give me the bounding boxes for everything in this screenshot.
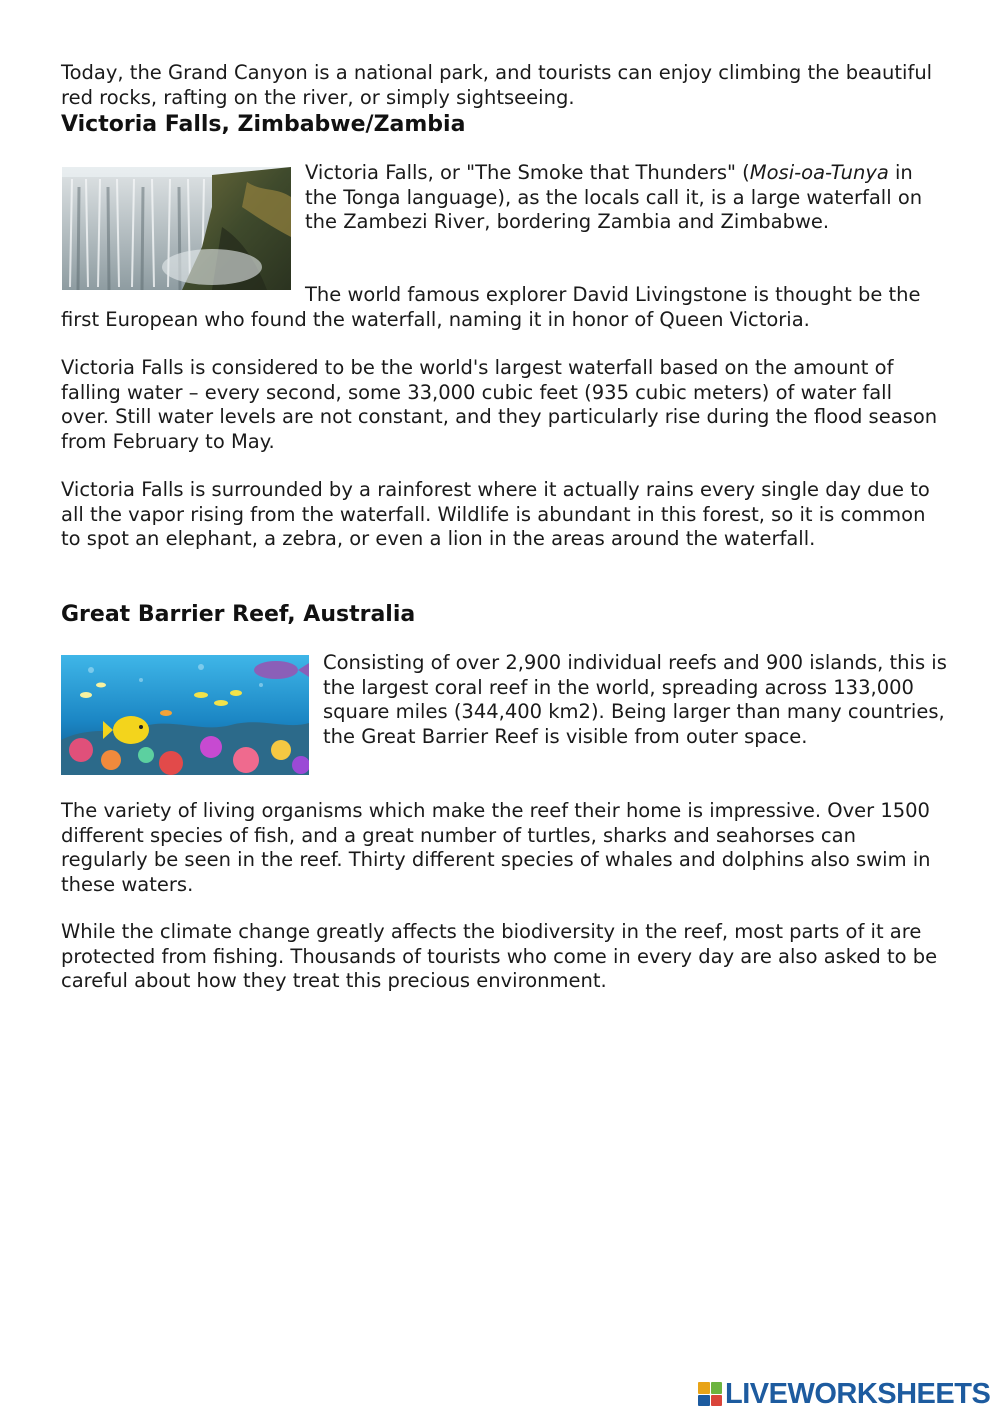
victoria-paragraph-livingstone: The world famous explorer David Livingstone is thought be the first European who found the waterfall, naming it in honor of Queen Victoria. [61,283,921,331]
victoria-p1-start: Victoria Falls, or "The Smoke that Thunders" ( [305,161,750,184]
reef-paragraph-2: The variety of living organisms which make the reef their home is impressive. Over 1500 different species of fish, and a great number of turtles, sharks and seahorses can regularly be seen in the reef. Thirty different species of whales and dolphins also swim in these waters. [61,799,931,896]
liveworksheets-logo-text: LIVEWORKSHEETS [725,1377,991,1410]
liveworksheets-logo-icon [698,1382,722,1406]
logo-square-4 [711,1395,723,1407]
logo-square-2 [711,1382,723,1394]
liveworksheets-logo[interactable] [698,1377,990,1411]
victoria-falls-heading: Victoria Falls, Zimbabwe/Zambia [61,112,466,137]
reef-paragraph-1: Consisting of over 2,900 individual reefs and 900 islands, this is the largest coral reef in the world, spreading across 133,000 square miles (344,400 km2). Being larger than many countries, the Great Barrier Reef is visible from outer space. [323,651,947,748]
logo-square-3 [698,1395,710,1407]
great-barrier-reef-image [61,655,309,775]
victoria-p1-end: in the Tonga language), as the locals call it, is a large waterfall on the Zambezi River, bordering Zambia and Zimbabwe. [305,161,923,233]
victoria-falls-image [62,167,291,290]
logo-square-1 [698,1382,710,1394]
victoria-paragraph-3: Victoria Falls is surrounded by a rainforest where it actually rains every single day due to all the vapor rising from the waterfall. Wildlife is abundant in this forest, so it is common to spot an elephant, a zebra, or even a lion in the areas around the waterfall. [61,478,930,550]
victoria-paragraph-2: Victoria Falls is considered to be the world's largest waterfall based on the amount of falling water – every second, some 33,000 cubic feet (935 cubic meters) of water fall over. Still water levels are not constant, and they particularly rise during the flood season from February to May. [61,356,938,453]
victoria-paragraph-1 [305,161,945,235]
intro-paragraph: Today, the Grand Canyon is a national park, and tourists can enjoy climbing the beautiful red rocks, rafting on the river, or simply sightseeing. [61,61,933,109]
great-barrier-reef-heading: Great Barrier Reef, Australia [61,602,416,627]
victoria-p1-tonga-name: Mosi-oa-Tunya [749,161,889,184]
reef-paragraph-3: While the climate change greatly affects the biodiversity in the reef, most parts of it are protected from fishing. Thousands of tourists who come in every day are also asked to be careful about how they treat this precious environment. [61,920,938,992]
